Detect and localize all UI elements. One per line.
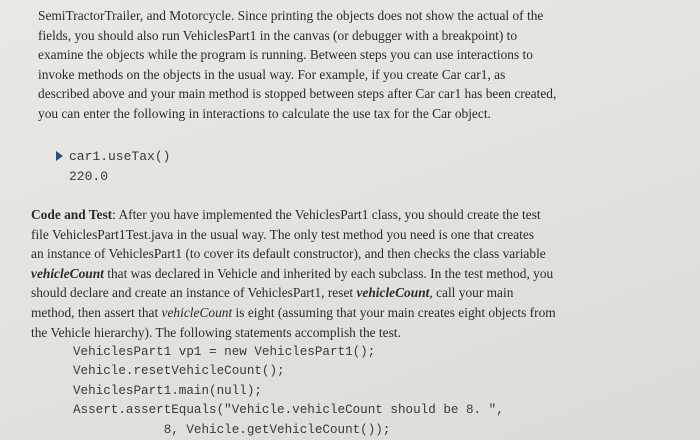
text-line: fields, you should also run VehiclesPart1 in the canvas (or debugger with a breakpoint) to	[38, 27, 518, 43]
code-line: Vehicle.resetVehicleCount();	[73, 364, 285, 379]
text-line: invoke methods on the objects in the usual way. For example, if you create Car car1, as	[38, 66, 506, 82]
text-segment: should declare and create an instance of VehiclesPart1, reset	[31, 285, 357, 301]
text-segment: : After you have implemented the VehiclesPart1 class, you should create the test	[112, 207, 541, 222]
section-heading: Code and Test	[31, 207, 113, 222]
text-segment: that was declared in Vehicle and inherited by each subclass. In the test method, you	[103, 265, 554, 281]
text-line	[31, 205, 693, 225]
interaction-command: car1.useTax()	[69, 149, 171, 164]
test-code-block	[73, 343, 504, 440]
prompt-arrow-icon	[56, 151, 63, 161]
text-line: file VehiclesPart1Test.java in the usual way. The only test method you need is one that creates	[31, 226, 535, 242]
interaction-result: 220.0	[69, 169, 109, 184]
text-segment: method, then assert that	[31, 304, 162, 320]
intro-paragraph	[38, 6, 688, 124]
variable-name: vehicleCount	[161, 304, 233, 320]
code-line: VehiclesPart1 vp1 = new VehiclesPart1();	[73, 345, 376, 359]
text-segment: , call your main	[429, 285, 514, 301]
text-line: SemiTractorTrailer, and Motorcycle. Since printing the objects does not show the actual of the	[38, 8, 544, 23]
text-line	[31, 283, 693, 303]
text-line	[31, 303, 693, 323]
variable-name: vehicleCount	[31, 265, 104, 281]
variable-name: vehicleCount	[356, 285, 430, 301]
text-line: examine the objects while the program is running. Between steps you can use interactions to	[38, 47, 533, 63]
code-line: Assert.assertEquals("Vehicle.vehicleCount should be 8. ",	[73, 403, 504, 418]
code-and-test-paragraph	[31, 205, 693, 342]
text-line: the Vehicle hierarchy). The following statements accomplish the test.	[31, 324, 401, 340]
text-line: described above and your main method is stopped between steps after Car car1 has been created,	[38, 86, 557, 102]
text-line: you can enter the following in interactions to calculate the use tax for the Car object.	[38, 105, 491, 121]
code-line: 8, Vehicle.getVehicleCount());	[73, 422, 391, 437]
text-segment: is eight (assuming that your main creates eight objects from	[232, 304, 556, 320]
text-line: an instance of VehiclesPart1 (to cover its default constructor), and then checks the class variable	[31, 246, 546, 262]
text-line	[31, 264, 693, 284]
code-line: VehiclesPart1.main(null);	[73, 383, 262, 398]
